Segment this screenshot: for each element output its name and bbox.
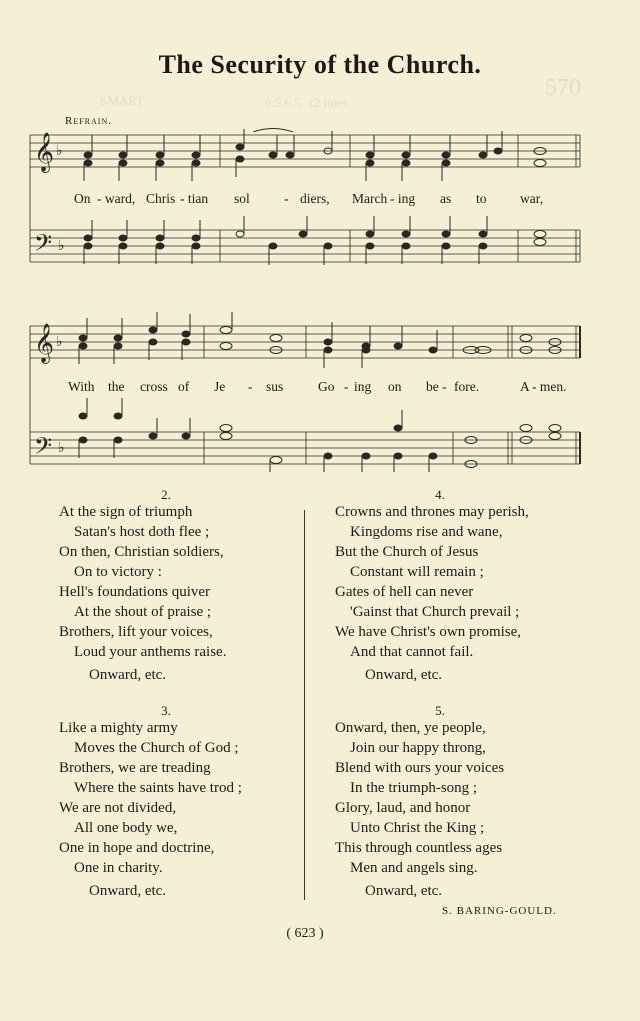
verse-line: Men and angels sing. [350, 860, 478, 876]
svg-text:♭: ♭ [58, 239, 65, 254]
verse-line: On then, Christian soldiers, [59, 544, 224, 560]
verse-line: Hell's foundations quiver [59, 584, 211, 600]
ghost-hymn-number: 570 [545, 75, 581, 101]
verse-5 [335, 718, 504, 878]
lyric-syllable: Go [318, 379, 335, 394]
lyric-syllable: - [344, 379, 349, 394]
verse-line: Like a mighty army [59, 720, 178, 736]
lyric-syllable: Chris [146, 191, 176, 206]
ghost-tune: SMART. [100, 93, 147, 108]
verse-line: Constant will remain ; [350, 564, 484, 580]
verse-line: Satan's host doth flee ; [74, 524, 210, 540]
verse-line: And that cannot fail. [350, 644, 474, 660]
verse-line: One in charity. [74, 860, 163, 876]
lyric-syllable: - [284, 191, 289, 206]
verse-line: At the shout of praise ; [74, 604, 212, 620]
verse-number: 2. [161, 487, 171, 502]
lyric-syllable: - ward, [97, 191, 136, 206]
verse-line: But the Church of Jesus [335, 544, 479, 560]
lyric-syllable: as [440, 191, 452, 206]
lyric-syllable: - ing [390, 191, 416, 206]
lyric-syllable: be [426, 379, 439, 394]
svg-text:𝄞: 𝄞 [34, 132, 55, 172]
chorus-ref: Onward, etc. [89, 667, 167, 683]
svg-text:𝄢: 𝄢 [34, 229, 53, 262]
verse-line: We have Christ's own promise, [335, 624, 522, 640]
svg-text:♭: ♭ [56, 144, 63, 159]
refrain-label: Refrain. [65, 115, 112, 127]
verse-4 [335, 502, 529, 662]
chorus-ref: Onward, etc. [365, 883, 443, 899]
lyric-syllable: the [108, 379, 125, 394]
verse-line: This through countless ages [335, 840, 503, 856]
verse-line: All one body we, [74, 820, 178, 836]
verse-line: Glory, laud, and honor [335, 800, 471, 816]
lyric-syllable: - tian [180, 191, 209, 206]
svg-text:𝄢: 𝄢 [34, 432, 53, 465]
lyric-syllable: fore. [454, 379, 480, 394]
lyric-syllable: to [476, 191, 487, 206]
verse-line: Kingdoms rise and wane, [350, 524, 503, 540]
lyric-syllable: With [68, 379, 95, 394]
chorus-ref: Onward, etc. [89, 883, 167, 899]
verse-line: On to victory : [74, 564, 162, 580]
verse-line: Moves the Church of God ; [74, 740, 239, 756]
lyric-syllable: A [520, 379, 530, 394]
verse-line: Brothers, we are treading [59, 760, 211, 776]
verse-line: Join our happy throng, [350, 740, 486, 756]
lyric-syllable: March [352, 191, 388, 206]
lyric-syllable: - men. [532, 379, 567, 394]
lyric-syllable: on [388, 379, 402, 394]
verse-number: 5. [435, 703, 445, 718]
verse-line: One in hope and doctrine, [59, 840, 215, 856]
page-title: The Security of the Church. [158, 50, 482, 79]
verse-2 [59, 502, 226, 662]
verse-line: Blend with ours your voices [335, 760, 505, 776]
lyric-syllable: diers, [300, 191, 330, 206]
verse-line: At the sign of triumph [59, 504, 193, 520]
verse-line: Loud your anthems raise. [74, 644, 227, 660]
svg-text:♭: ♭ [56, 335, 63, 350]
chorus-ref: Onward, etc. [365, 667, 443, 683]
lyric-syllable: - [248, 379, 253, 394]
verse-line: Onward, then, ye people, [335, 720, 486, 736]
lyric-syllable: - [442, 379, 447, 394]
lyric-syllable: ing [354, 379, 372, 394]
ghost-meter: 6.5.6.5. 12 lines. [265, 95, 352, 110]
verse-3 [59, 718, 242, 878]
verse-line: Where the saints have trod ; [74, 780, 242, 796]
lyric-syllable: Je [214, 379, 226, 394]
author-credit: S. BARING-GOULD. [442, 905, 557, 917]
verse-number: 4. [435, 487, 445, 502]
lyric-syllable: sol [234, 191, 250, 206]
verse-line: We are not divided, [59, 800, 177, 816]
verse-line: In the triumph-song ; [350, 780, 478, 796]
svg-text:𝄞: 𝄞 [34, 323, 55, 363]
lyric-syllable: On [74, 191, 91, 206]
verse-line: 'Gainst that Church prevail ; [350, 604, 520, 620]
verse-line: Crowns and thrones may perish, [335, 504, 529, 520]
lyric-syllable: of [178, 379, 190, 394]
page-number: ( 623 ) [286, 926, 324, 941]
lyric-syllable: war, [520, 191, 544, 206]
verse-line: Gates of hell can never [335, 584, 474, 600]
lyric-syllable: sus [266, 379, 284, 394]
verse-number: 3. [161, 703, 171, 718]
column-divider [304, 510, 305, 900]
lyric-syllable: cross [140, 379, 168, 394]
verse-line: Unto Christ the King ; [350, 820, 485, 836]
verse-line: Brothers, lift your voices, [59, 624, 213, 640]
svg-text:♭: ♭ [58, 441, 65, 456]
